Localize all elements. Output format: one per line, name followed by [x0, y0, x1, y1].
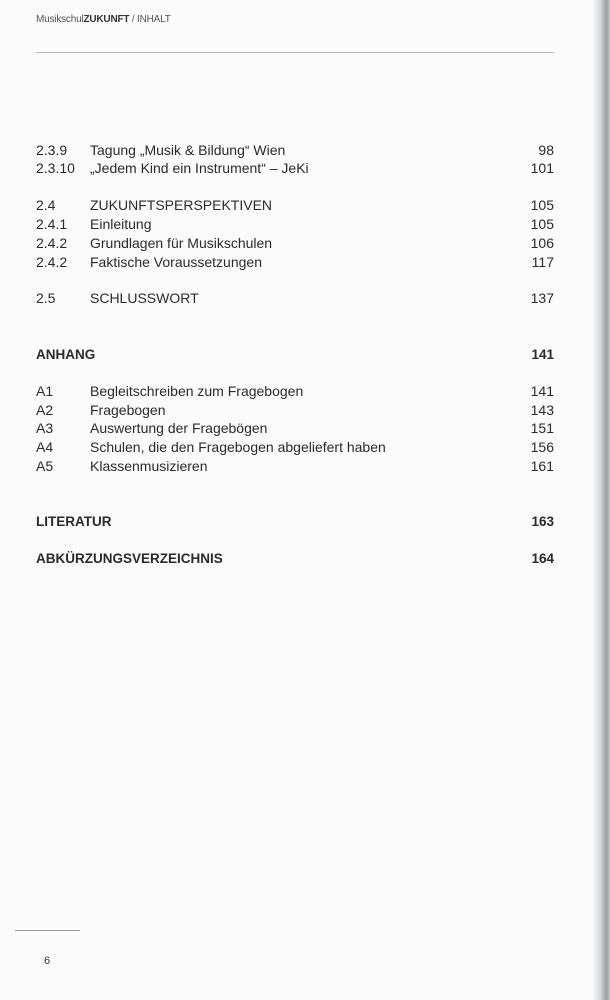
- entry-title: Grundlagen für Musikschulen: [90, 235, 273, 251]
- entry-number: A4: [36, 439, 54, 455]
- entry-page: 98: [538, 142, 554, 158]
- toc-entry: [36, 196, 554, 215]
- entry-page: 151: [530, 420, 554, 436]
- page-edge-shadow: [592, 0, 610, 1000]
- toc-section: [36, 345, 554, 364]
- entry-page: 105: [530, 197, 554, 213]
- entry-number: 2.4.2: [36, 235, 68, 251]
- entry-page: 143: [530, 402, 554, 418]
- entry-number: A5: [36, 458, 54, 474]
- section-page: 164: [531, 551, 554, 566]
- toc-entry: [36, 382, 554, 401]
- entry-title: Schulen, die den Fragebogen abgeliefert haben: [90, 439, 386, 455]
- entry-page: 117: [531, 254, 554, 270]
- section-title: ANHANG: [36, 347, 96, 362]
- entry-number: 2.4: [36, 197, 56, 213]
- section-page: 163: [531, 514, 554, 529]
- header-rule: [36, 52, 554, 53]
- header-brand: ZUKUNFT: [83, 14, 130, 25]
- entry-number: A1: [36, 383, 54, 399]
- entry-title: Tagung „Musik & Bildung“ Wien: [90, 142, 286, 158]
- toc-entry: [36, 253, 554, 272]
- entry-title: Auswertung der Fragebögen: [90, 420, 268, 436]
- entry-number: 2.3.9: [36, 142, 68, 158]
- entry-number: A3: [36, 420, 54, 436]
- entry-title: Klassenmusizieren: [90, 458, 208, 474]
- entry-number: 2.5: [36, 290, 56, 306]
- section-page: 141: [531, 347, 554, 362]
- entry-number: A2: [36, 402, 54, 418]
- entry-page: 141: [530, 383, 554, 399]
- page-number: 6: [44, 955, 51, 967]
- toc-entry: [36, 401, 554, 420]
- entry-page: 156: [530, 439, 554, 455]
- toc-entry: [36, 234, 554, 253]
- toc-entry: [36, 159, 554, 178]
- entry-title: Einleitung: [90, 216, 152, 232]
- entry-page: 137: [530, 290, 554, 306]
- entry-title: „Jedem Kind ein Instrument“ – JeKi: [90, 160, 309, 176]
- toc-entry: [36, 215, 554, 234]
- entry-page: 105: [530, 216, 554, 232]
- entry-title: Fragebogen: [90, 402, 166, 418]
- entry-title: ZUKUNFTSPERSPEKTIVEN: [90, 197, 273, 213]
- entry-title: Faktische Voraussetzungen: [90, 254, 262, 270]
- section-title: LITERATUR: [36, 514, 112, 529]
- entry-number: 2.4.2: [36, 254, 68, 270]
- entry-title: Begleitschreiben zum Fragebogen: [90, 383, 304, 399]
- toc-entry: [36, 419, 554, 438]
- toc-entry: [36, 438, 554, 457]
- entry-page: 101: [530, 160, 554, 176]
- entry-title: SCHLUSSWORT: [90, 290, 199, 306]
- running-header: [36, 14, 171, 25]
- toc-entry: [36, 289, 554, 308]
- entry-page: 106: [530, 235, 554, 251]
- header-section: / INHALT: [129, 14, 171, 25]
- toc-section: [36, 549, 554, 568]
- toc-entry: [36, 457, 554, 476]
- footer-rule: [15, 930, 80, 931]
- toc-section: [36, 512, 554, 531]
- section-title: ABKÜRZUNGSVERZEICHNIS: [36, 551, 223, 566]
- header-prefix: Musikschul: [36, 14, 84, 25]
- entry-page: 161: [530, 458, 554, 474]
- entry-number: 2.3.10: [36, 160, 75, 176]
- entry-number: 2.4.1: [36, 216, 68, 232]
- toc-entry: [36, 141, 554, 160]
